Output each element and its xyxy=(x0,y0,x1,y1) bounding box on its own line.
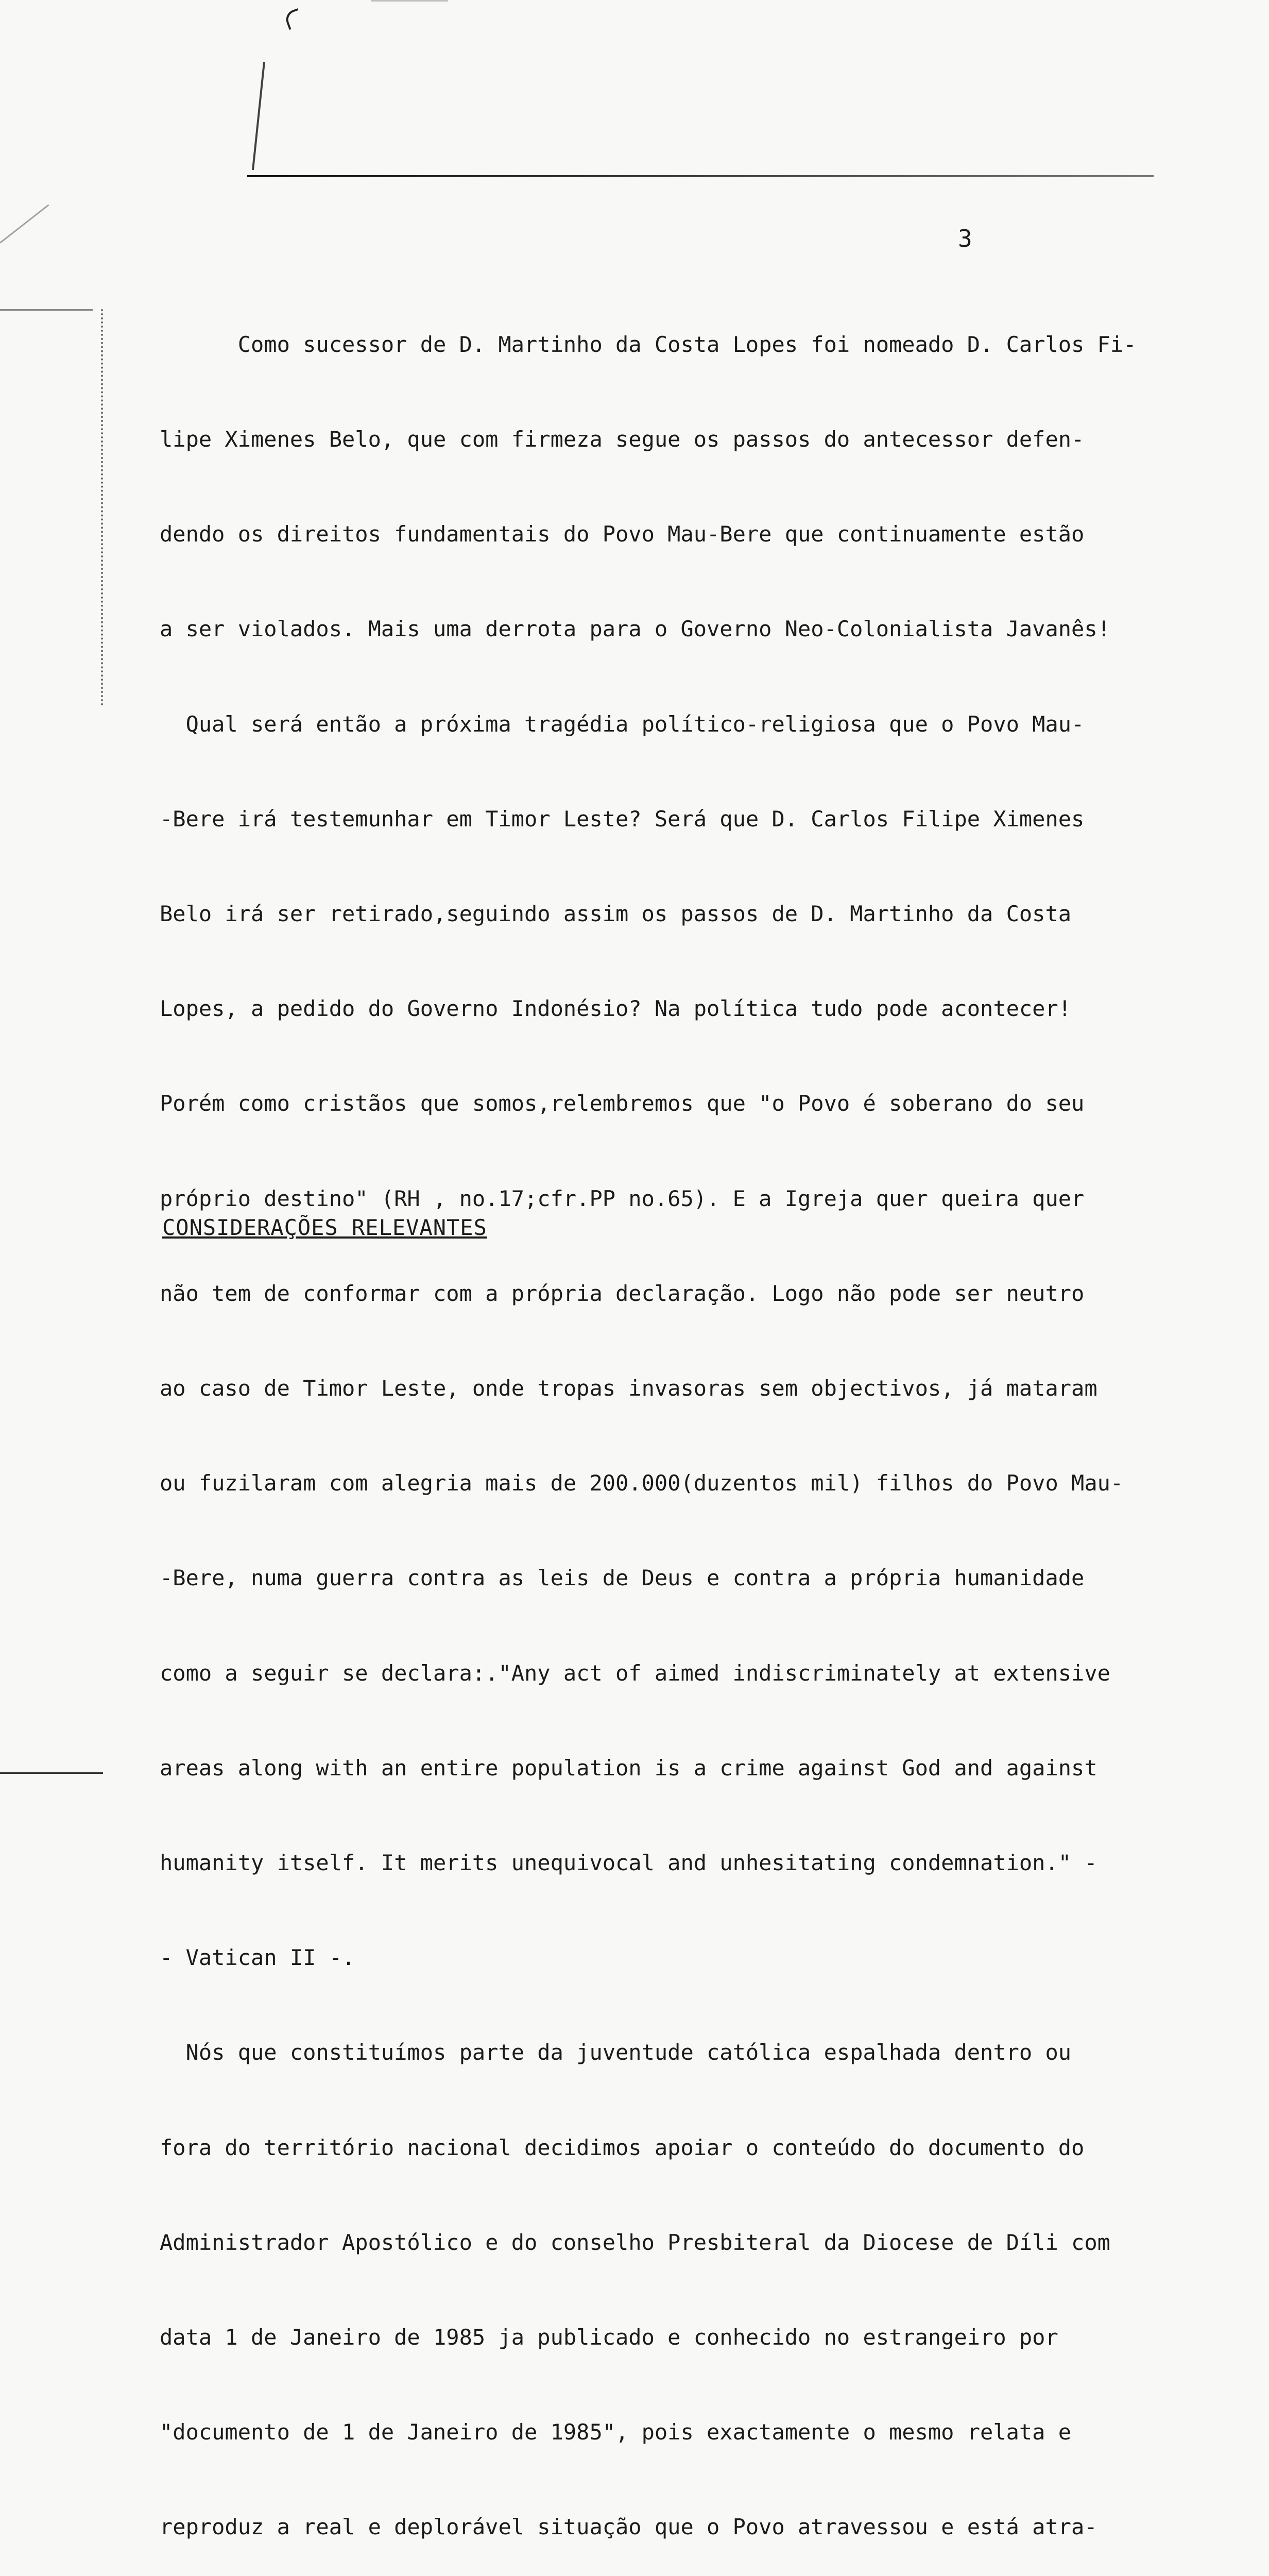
text-line: Administrador Apostólico e do conselho Presbiteral da Diocese de Díli com xyxy=(160,2229,1110,2255)
text-line: Lopes, a pedido do Governo Indonésio? Na política tudo pode acontecer! xyxy=(160,996,1072,1022)
text-line: areas along with an entire population is a crime against God and against xyxy=(160,1755,1097,1781)
text-line: humanity itself. It merits unequivocal and unhesitating condemnation." - xyxy=(160,1850,1097,1876)
text-line: Qual será então a próxima tragédia político-religiosa que o Povo Mau- xyxy=(160,711,1085,737)
scan-mark-left-dotted-margin xyxy=(101,309,107,706)
text-line: -Bere, numa guerra contra as leis de Deus e contra a própria humanidade xyxy=(160,1565,1085,1591)
scan-mark-top xyxy=(371,0,448,2)
text-line: -Bere irá testemunhar em Timor Leste? Será que D. Carlos Filipe Ximenes xyxy=(160,806,1085,832)
text-line: reproduz a real e deplorável situação que o Povo atravessou e está atra- xyxy=(160,2514,1097,2540)
scan-mark-vertical xyxy=(252,62,265,170)
text-line: "documento de 1 de Janeiro de 1985", pois exactamente o mesmo relata e xyxy=(160,2419,1072,2445)
text-line: Nós que constituímos parte da juventude católica espalhada dentro ou xyxy=(160,2040,1072,2065)
text-line: a ser violados. Mais uma derrota para o Governo Neo-Colonialista Javanês! xyxy=(160,616,1110,642)
scan-mark-left-dash xyxy=(0,309,93,311)
text-line: Como sucessor de D. Martinho da Costa Lopes foi nomeado D. Carlos Fi- xyxy=(160,331,1137,357)
scan-mark-bottom-left xyxy=(0,1772,103,1774)
text-line: como a seguir se declara:."Any act of aimed indiscriminately at extensive xyxy=(160,1660,1110,1686)
scan-mark-curl xyxy=(283,8,304,30)
text-line: Belo irá ser retirado,seguindo assim os passos de D. Martinho da Costa xyxy=(160,901,1072,927)
text-line: ou fuzilaram com alegria mais de 200.000(duzentos mil) filhos do Povo Mau- xyxy=(160,1470,1124,1496)
text-line: não tem de conformar com a própria declaração. Logo não pode ser neutro xyxy=(160,1280,1085,1306)
text-line: ao caso de Timor Leste, onde tropas invasoras sem objectivos, já mataram xyxy=(160,1376,1097,1401)
text-line: próprio destino" (RH , no.17;cfr.PP no.65). E a Igreja quer queira quer xyxy=(160,1185,1085,1211)
text-line: fora do território nacional decidimos apoiar o conteúdo do documento do xyxy=(160,2134,1085,2160)
scan-mark-horizontal-rule xyxy=(247,175,1154,177)
text-line: - Vatican II -. xyxy=(160,1945,355,1971)
scan-mark-left-diagonal xyxy=(0,204,49,243)
page-number: 3 xyxy=(958,225,972,252)
section-heading: CONSIDERAÇÕES RELEVANTES xyxy=(162,1215,487,1240)
text-line: data 1 de Janeiro de 1985 ja publicado e conhecido no estrangeiro por xyxy=(160,2325,1058,2350)
text-line: lipe Ximenes Belo, que com firmeza segue os passos do antecessor defen- xyxy=(160,427,1085,452)
body-text xyxy=(160,265,1138,2576)
text-line: Porém como cristãos que somos,relembremos que "o Povo é soberano do seu xyxy=(160,1091,1085,1116)
text-line: dendo os direitos fundamentais do Povo Mau-Bere que continuamente estão xyxy=(160,521,1085,547)
